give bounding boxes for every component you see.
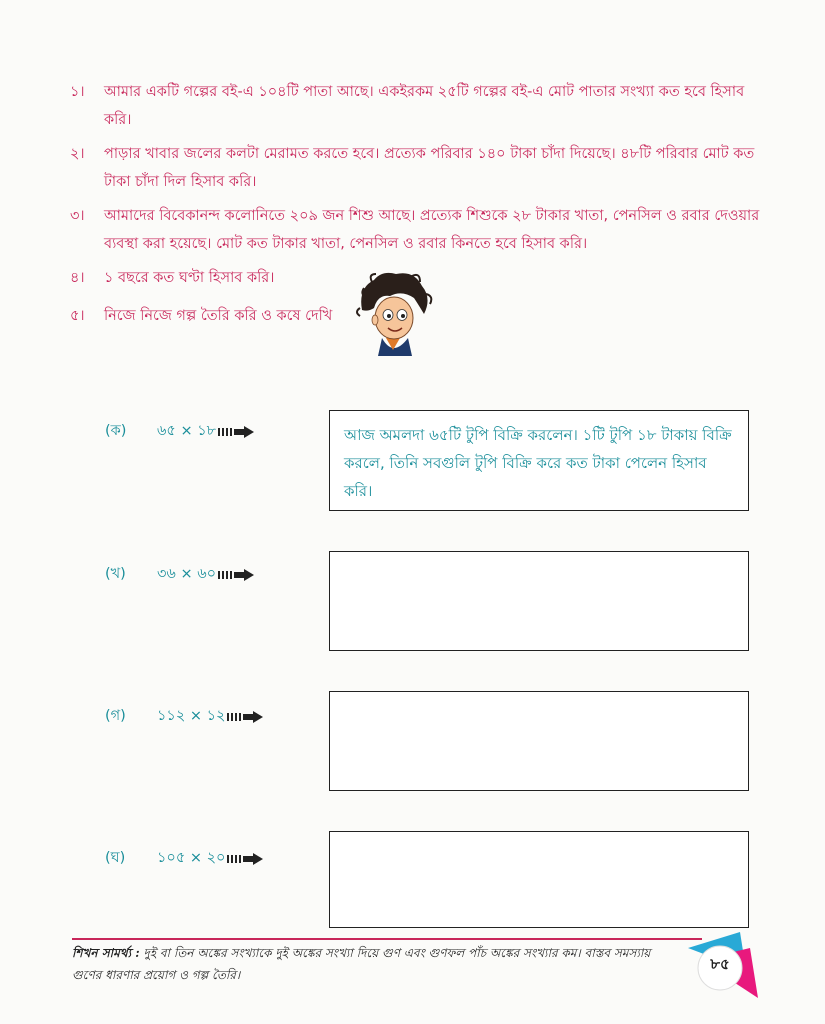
story-text: আজ অমলদা ৬৫টি টুপি বিক্রি করলেন। ১টি টুপি ১৮ টাকায় বিক্রি করলে, তিনি সবগুলি টুপি বিক্রি করে কত টাকা পেলেন হিসাব করি। [344, 426, 732, 500]
arrow-right-icon [218, 569, 254, 581]
exercise-letter: (খ) [105, 566, 126, 582]
exercise-ga-label [105, 705, 263, 729]
multiplication-expression: ১০৫ × ২০ [157, 850, 226, 866]
question-text: আমার একটি গল্পের বই-এ ১০৪টি পাতা আছে। একইরকম ২৫টি গল্পের বই-এ মোট পাতার সংখ্যা কত হবে হিসাব করি। [104, 84, 745, 128]
learning-outcome-note [72, 942, 672, 986]
footer-divider [72, 938, 702, 940]
learning-outcome-text: দুই বা তিন অঙ্কের সংখ্যাকে দুই অঙ্কের সংখ্যা দিয়ে গুণ এবং গুণফল পাঁচ অঙ্কের সংখ্যার কম। বাস্তব সমস্যায় গুণের ধারণার প্রয়োগ ও গল্প তৈরি। [72, 946, 651, 982]
exercise-ka-label [105, 420, 254, 444]
question-2 [70, 140, 760, 196]
learning-outcome-label: শিখন সামর্থ্য : [72, 946, 140, 960]
question-1 [70, 78, 760, 134]
multiplication-expression: ৬৫ × ১৮ [157, 423, 217, 439]
question-number: ৩। [70, 208, 85, 224]
question-text: পাড়ার খাবার জলের কলটা মেরামত করতে হবে। প্রত্যেক পরিবার ১৪০ টাকা চাঁদা দিয়েছে। ৪৮টি পরিবার মোট কত টাকা চাঁদা দিল হিসাব করি। [104, 146, 755, 190]
story-box-ga[interactable] [329, 691, 749, 791]
page-number: ৮৫ [710, 955, 730, 973]
exercise-letter: (ক) [105, 423, 127, 439]
question-number: ১। [70, 84, 85, 100]
multiplication-expression: ৩৬ × ৬০ [157, 566, 217, 582]
story-text [330, 552, 748, 572]
multiplication-expression: ১১২ × ১২ [157, 708, 226, 724]
question-text: ১ বছরে কত ঘণ্টা হিসাব করি। [104, 270, 275, 286]
exercise-letter: (গ) [105, 708, 126, 724]
story-box-gha[interactable] [329, 831, 749, 928]
exercise-letter: (ঘ) [105, 850, 126, 866]
exercise-kha-label [105, 563, 254, 587]
story-text [330, 692, 748, 712]
question-3 [70, 202, 760, 258]
story-text [330, 832, 748, 852]
cartoon-boy-illustration [352, 268, 434, 356]
arrow-right-icon [227, 853, 263, 865]
question-text: আমাদের বিবেকানন্দ কলোনিতে ২০৯ জন শিশু আছে। প্রত্যেক শিশুকে ২৮ টাকার খাতা, পেনসিল ও রবার দেওয়ার ব্যবস্থা করা হয়েছে। মোট কত টাকার খাতা, পেনসিল ও রবার কিনতে হবে হিসাব করি। [104, 208, 760, 252]
story-box-kha[interactable] [329, 551, 749, 651]
question-number: ৫। [70, 308, 85, 324]
question-number: ৪। [70, 270, 85, 286]
arrow-right-icon [227, 711, 263, 723]
story-box-ka [329, 410, 749, 511]
question-number: ২। [70, 146, 85, 162]
arrow-right-icon [218, 426, 254, 438]
question-text: নিজে নিজে গল্প তৈরি করি ও কষে দেখি [104, 308, 333, 324]
exercise-gha-label [105, 847, 263, 871]
